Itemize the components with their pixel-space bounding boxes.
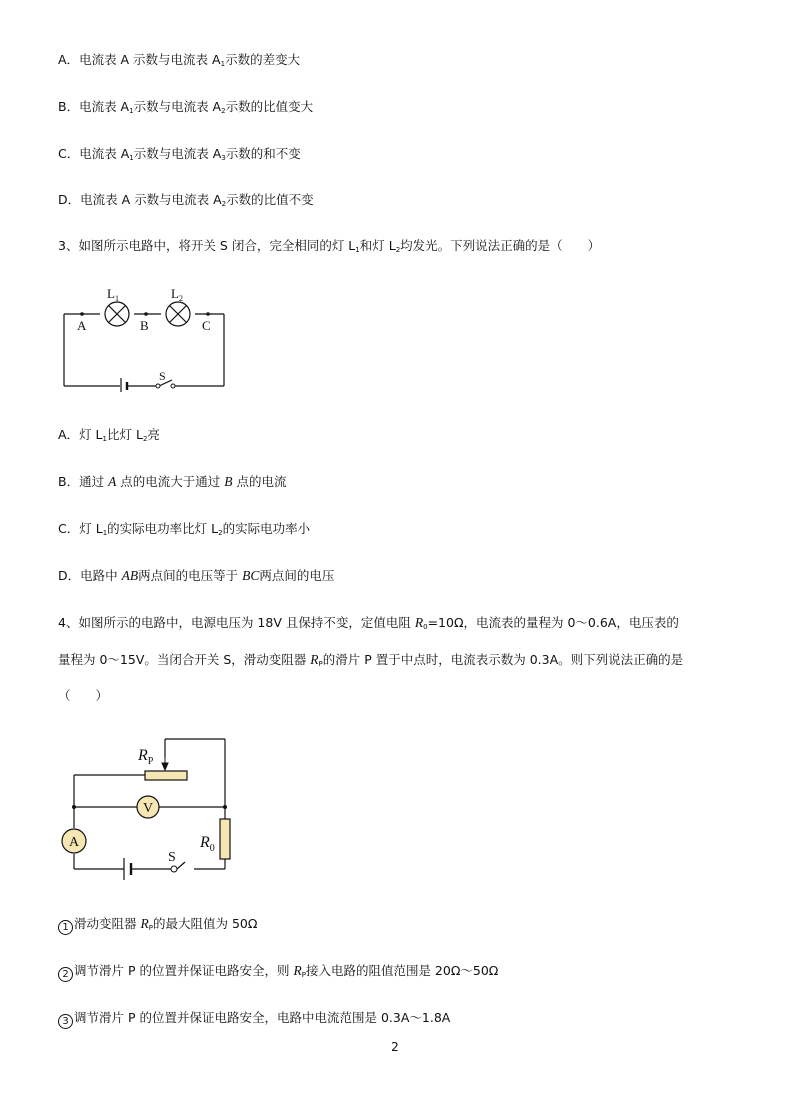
q3-option-d: D．电路中 AB两点间的电压等于 BC两点间的电压 [58,568,335,583]
junction-a [80,312,84,316]
label-s: S [159,369,166,383]
resistor-r0-icon [220,819,230,859]
q2-option-b: B．电流表 $A_1$示数与电流表 $A_2$示数的比值变大 [58,99,314,115]
junction-right [223,805,227,809]
q4-stem-line2: 量程为 0～15V。当闭合开关 S，滑动变阻器 $R_P$的滑片 P 置于中点时，电流表示数为 0.3A。则下列说法正确的是 [58,652,684,668]
label-l2: $L_2$ [171,286,183,303]
q4-stem-line1: 4、如图所示的电路中，电源电压为 18V 且保持不变，定值电阻 $R_0=10\Omega$，电流表的量程为 0～0.6A，电压表的 [58,615,679,631]
label-v: V [143,801,154,816]
label-s: S [168,850,176,865]
switch-icon [156,384,175,388]
lamp-l2-icon [166,302,190,326]
statement-number-2: 2 [58,967,73,982]
q4-stem-line3: （ ） [58,688,109,703]
switch-icon [171,866,177,872]
label-b: B [140,318,149,333]
q4-circuit-diagram [58,735,248,885]
q3-stem: 3、如图所示电路中，将开关 S 闭合，完全相同的灯 $L_1$和灯 $L_2$均发光。下列说法正确的是（ ） [58,238,601,254]
page-number: 2 [391,1040,399,1054]
junction-left [72,805,76,809]
lamp-l1-icon [105,302,129,326]
battery-icon [121,378,127,392]
statement-number-1: 1 [58,920,73,935]
junction-b [144,312,148,316]
q3-option-c: C．灯 $L_1$的实际电功率比灯 $L_2$的实际电功率小 [58,521,311,537]
label-am: A [69,835,80,850]
q4-statement-3: 3 调节滑片 P 的位置并保证电路安全，电路中电流范围是 0.3A～1.8A [58,1010,450,1029]
q2-option-c: C．电流表 $A_1$示数与电流表 $A_3$示数的和不变 [58,146,301,162]
label-l1: $L_1$ [107,286,119,303]
q3-circuit-diagram [55,282,235,392]
q4-statement-2: 2 调节滑片 P 的位置并保证电路安全，则 $R_P$接入电路的阻值范围是 20Ω～50Ω [58,963,498,983]
label-c: C [202,318,211,333]
statement-number-3: 3 [58,1014,73,1029]
label-r0: $R_0$ [200,834,215,854]
slider-arrow-icon [162,757,168,770]
q3-option-a: A．灯 $L_1$比灯 $L_2$亮 [58,427,160,443]
q2-option-a: A．电流表 A 示数与电流表 $A_1$示数的差变大 [58,52,301,68]
junction-c [206,312,210,316]
rheostat-icon [145,771,187,780]
battery-icon [124,858,131,880]
label-rp: $R_P$ [138,747,154,767]
q2-option-d: D．电流表 A 示数与电流表 $A_2$示数的比值不变 [58,192,314,208]
label-a: A [77,318,87,333]
q4-statement-1: 1 滑动变阻器 $R_P$的最大阻值为 50Ω [58,916,257,936]
q3-option-b: B．通过 A 点的电流大于通过 B 点的电流 [58,474,287,489]
